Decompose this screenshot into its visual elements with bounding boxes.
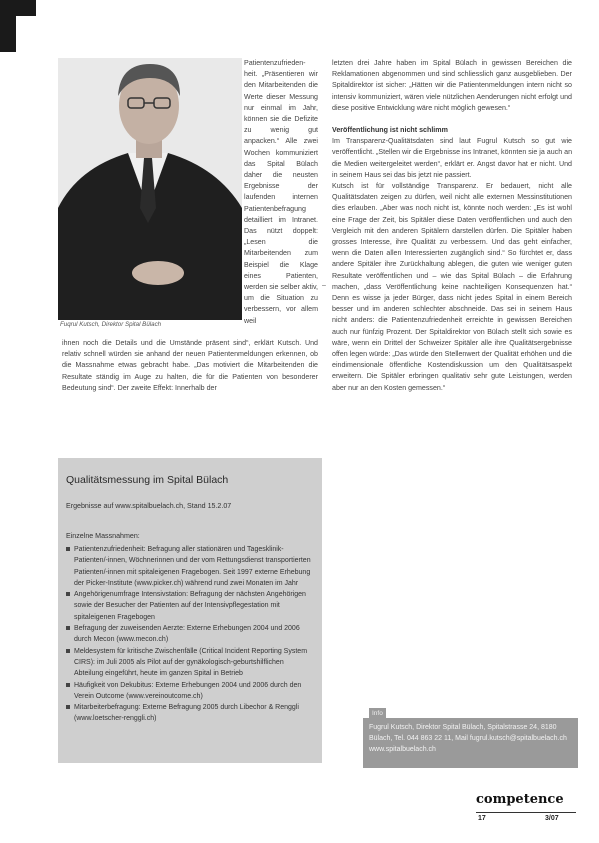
list-item: Angehörigenumfrage Intensivstation: Befragung der nächsten Angehörigen sowie der Besucher der Patienten auf der Intensivpflegestation mit spitaleigenen Fragebogen	[66, 589, 314, 623]
measures-list	[66, 544, 314, 725]
section-heading: Veröffentlichung ist nicht schlimm	[332, 126, 448, 135]
list-item: Häufigkeit von Dekubitus: Externe Erhebungen 2004 und 2006 durch den Verein Outcome (www.vereinoutcome.ch)	[66, 680, 314, 703]
text-column-1-bottom	[62, 338, 318, 394]
issue-number: 3/07	[545, 815, 559, 822]
paragraph: ihnen noch die Details und die Umstände präsent sind“, erklärt Kutsch. Und relativ schnell würden sie anhand der neuen Patientenmeldungen erkennen, ob die Massnahme etwas gebracht habe. „Das motiviert die Mitarbeitenden die Resultate ständig im Auge zu halten, die für die Patienten von besonderer Bedeutung sind“. Der zweite Effekt: Innerhalb der	[62, 339, 318, 392]
paragraph: Patientenzufrieden-heit. „Präsentieren wir den Mitarbeitenden die Werte dieser Messung nur einmal im Jahr, können sie die Defizite zu wenig gut anpacken.“ Alle zwei Wochen kommuniziert das Spital Bülach daher die neusten Ergebnisse der laufenden internen Patientenbefragung detailliert im Intranet. Das nützt doppelt: „Lesen die Mitarbeitenden zum Beispiel die Klage eines Patienten, werden sie selber aktiv, um die Situation zu verbessern, vor allem weil	[244, 59, 318, 325]
paragraph: Im Transparenz-Qualitätsdaten sind laut Fugrul Kutsch so gut wie veröffentlicht. „Stellen wir die Ergebnisse ins Intranet, könnten sie ja auch an die Medien weitergeleitet werden“, erklärt er. Angst davor hat er nicht. Und in seinem Haus sei das bis jetzt nie passiert.	[332, 137, 573, 179]
list-item: Patientenzufriedenheit: Befragung aller stationären und Tagesklinik-Patienten/-innen, Wöchnerinnen und der vom Rettungsdienst transportierten Patienten/-innen mit spitaleigenen Fragebogen. Seit 1997 externe Erhebung der Picker-Institute (www.picker.ch) während rund zwei Monaten im Jahr	[66, 544, 314, 589]
paragraph: Kutsch ist für vollständige Transparenz. Er bedauert, nicht alle Qualitätsdaten zeigen zu dürfen, weil nicht alle externen Messinstitutionen dies erlauben. „Aber was noch nicht ist, könnte noch werden: „Es ist wohl eine Frage der Zeit, bis Spitäler diese Daten veröffentlichen und auch den Vergleich mit den anderen Spitälern darstellen dürfen. Die Spitäler haben grosses Interesse, ihre Qualität zu verbessern. Und das geht einfacher, wenn die Daten allen Interessierten zugänglich sind.“ So fürchtet er, dass andere Spitäler ihre Zurückhaltung ablegen, die guten wie weniger guten Resultate veröffentlichen und – wie das Spital Bülach – die Erfahrung machen, „dass Veröffentlichung keine nachteiligen Konsequenzen hat.“ Denn es wisse ja jeder Bürger, dass nicht jedes Spital in einem Bereich besser und im anderen schlechter abschneide. Das sei in seinem Haus nicht anders: die Patientenzufriedenheit erreichte in gewissen Bereichen auch nur fünfzig Prozent. Der Spitaldirektor von Bülach stellt sich sowie es wäre, wenn ein Drittel der Schweizer Spitäler alle ihre Qualitätsergebnisse offen legen würde: „Das würde den Stellenwert der Qualität erhöhen und die eindimensionale öffentliche Kostendiskussion um den Qualitätsaspekt erweitern. Die Spitäler erbringen qualitativ sehr gute Leistungen, werden aber nur an den Kosten gemessen.“	[332, 182, 572, 392]
portrait-photo	[58, 58, 242, 320]
info-label: Info	[369, 708, 386, 719]
list-item: Befragung der zuweisenden Aerzte: Externe Erhebungen 2004 und 2006 durch Mecon (www.mecon.ch)	[66, 623, 314, 646]
photo-caption: Fuqrul Kutsch, Direktor Spital Bülach	[60, 321, 162, 328]
list-item: Meldesystem für kritische Zwischenfälle (Critical Incident Reporting System CIRS): im Juli 2005 als Pilot auf der gynäkologisch-geburtshilflichen Abteilung eingeführt, heute im ganzen Spital in Betrieb	[66, 646, 314, 680]
sidebar-box	[58, 458, 322, 763]
logo-text: competence	[476, 792, 564, 807]
magazine-logo	[476, 790, 576, 810]
crop-mark	[0, 0, 36, 52]
info-box	[363, 710, 578, 768]
info-text: Fugrul Kutsch, Direktor Spital Bülach, Spitalstrasse 24, 8180 Bülach, Tel. 044 863 22 11, Mail fugrul.kutsch@spitalbuelach.ch www.spitalbuelach.ch	[369, 724, 567, 754]
list-item: Mitarbeiterbefragung: Externe Befragung 2005 durch Libechor & Renggli (www.loetscher-renggli.ch)	[66, 702, 314, 725]
paragraph: letzten drei Jahre haben im Spital Bülach in gewissen Bereichen die Reklamationen abgenommen und sind schliesslich ganz ausgeblieben. Der Spitaldirektor ist sicher: „Hätten wir die Patientenmeldungen intern nicht so intensiv kommuniziert, wären viele nützlichen Aenderungen nicht erfolgt und diese positive Entwicklung wäre nicht möglich gewesen.“	[332, 59, 572, 112]
dash-mark: –	[322, 282, 326, 289]
page-number: 17	[478, 815, 486, 822]
text-column-2	[332, 58, 572, 394]
text-column-1-top	[244, 58, 318, 327]
box-meta: Ergebnisse auf www.spitalbuelach.ch, Stand 15.2.07	[66, 502, 232, 510]
box-measures-label: Einzelne Massnahmen:	[66, 532, 140, 540]
portrait-illustration	[58, 58, 242, 320]
footer-rule	[476, 812, 576, 813]
box-title: Qualitätsmessung im Spital Bülach	[66, 474, 229, 486]
